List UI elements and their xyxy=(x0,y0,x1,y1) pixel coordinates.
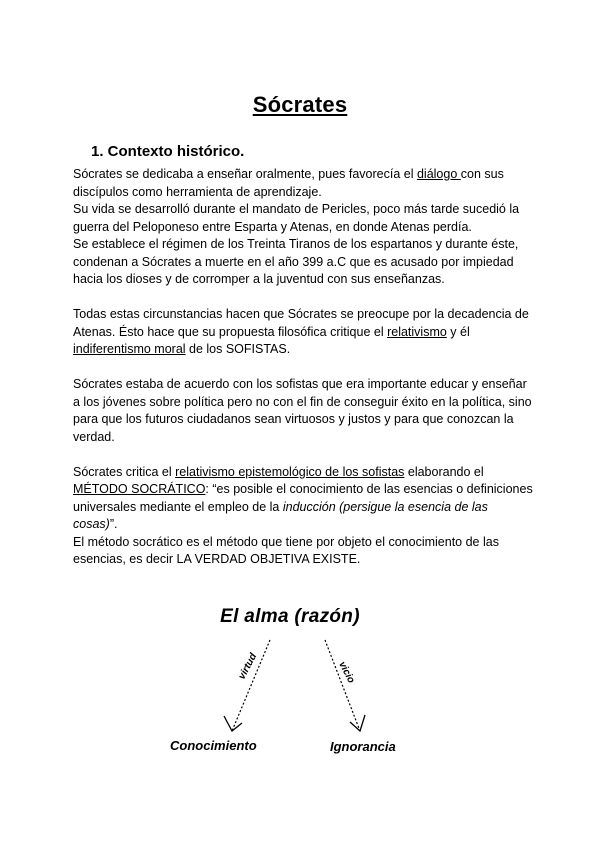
page-title: Sócrates xyxy=(252,92,348,117)
relativismo-epistemologico-underlined: relativismo epistemológico de los sofistas xyxy=(175,464,405,479)
virtud-label: virtud xyxy=(236,651,260,682)
paragraph-tiranos: Se establece el régimen de los Treinta Tiranos de los espartanos y durante éste, condenan a Sócrates a muerte en el año 399 a.C que es acusado por impiedad hacia los dioses y de corromper a la juventud con sus enseñanzas. xyxy=(73,237,519,286)
p2-text-c: de los SOFISTAS. xyxy=(185,342,291,356)
spacer xyxy=(73,289,533,307)
intro-text-a: Sócrates se dedicaba a enseñar oralmente, pues favorecía el xyxy=(73,167,417,181)
intro-text-b: con sus discípulos como herramienta de aprendizaje. xyxy=(73,167,504,199)
p4-text-a: Sócrates critica el xyxy=(73,464,176,479)
p2-text-a: Todas estas circunstancias hacen que Sócrates se preocupe por la decadencia de Atenas. Ésto hace que su propuesta filosófica critique el xyxy=(73,307,529,339)
paragraph-verdad: El método socrático es el método que tiene por objeto el conocimiento de las esencias, es decir LA VERDAD OBJETIVA EXISTE. xyxy=(73,534,499,566)
p4-text-b: elaborando el xyxy=(404,464,484,479)
ignorancia-node: Ignorancia xyxy=(330,739,396,754)
conocimiento-node: Conocimiento xyxy=(170,738,257,753)
dialogo-underlined: diálogo xyxy=(416,167,461,181)
paragraph-metodo xyxy=(73,464,533,534)
p4-text-c: : “es posible el conocimiento de las esencias o definiciones universales mediante el empleo de la xyxy=(73,482,533,514)
paragraph-circunstancias xyxy=(73,306,533,359)
document-body xyxy=(73,166,533,569)
indiferentismo-underlined: indiferentismo moral xyxy=(73,342,186,356)
paragraph-educar: Sócrates estaba de acuerdo con los sofistas que era importante educar y enseñar a los jóvenes sobre política pero no con el fin de conseguir éxito en la política, sino para que los futuros ciudadanos sean virtuosos y justos y para que conozcan la verdad. xyxy=(73,377,532,444)
section-heading: 1. Contexto histórico. xyxy=(91,143,245,160)
paragraph-pericles: Su vida se desarrolló durante el mandato de Pericles, poco más tarde sucedió la guerra del Peloponeso entre Esparta y Atenas, en donde Atenas perdía. xyxy=(73,202,520,234)
relativismo-underlined: relativismo xyxy=(387,324,447,339)
p4-text-d: ”. xyxy=(109,517,118,531)
p2-text-b: y él xyxy=(446,324,470,339)
vicio-label: vicio xyxy=(336,659,357,686)
spacer xyxy=(73,359,533,377)
spacer xyxy=(73,446,533,464)
diagram-title: El alma (razón) xyxy=(220,606,360,627)
induccion-italic: inducción (persigue la esencia de las cosas) xyxy=(73,499,488,531)
metodo-socratico-underlined: MÉTODO SOCRÁTICO xyxy=(73,482,206,496)
vicio-arrow xyxy=(325,640,365,731)
paragraph-intro xyxy=(73,166,533,201)
soul-diagram xyxy=(160,598,420,768)
